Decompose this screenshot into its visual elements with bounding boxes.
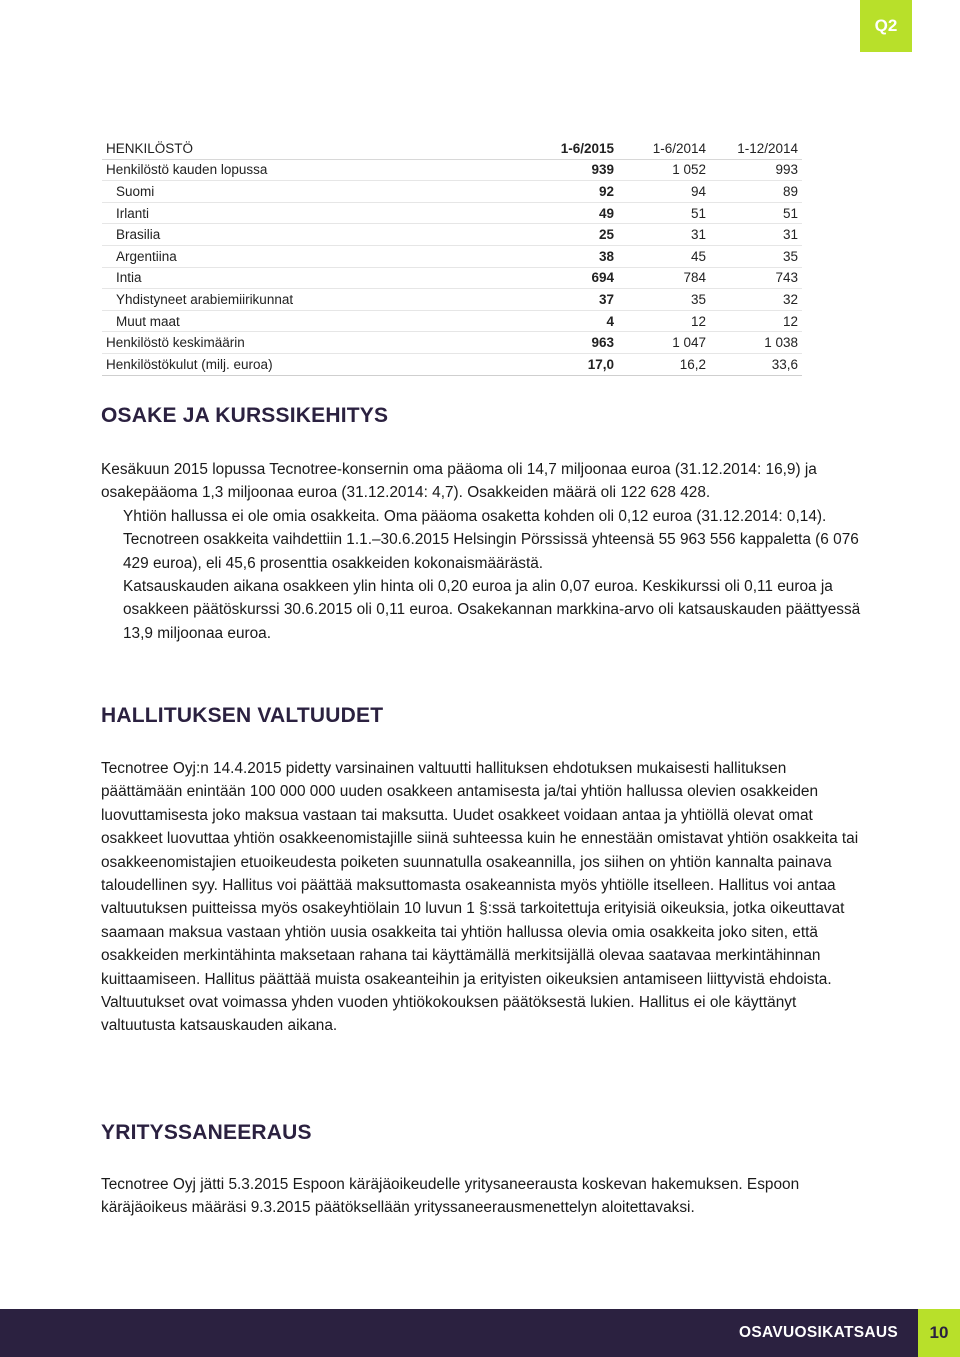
- row-value-1-6-2015: 38: [510, 245, 618, 267]
- row-value-1-6-2015: 694: [510, 267, 618, 289]
- row-label: Henkilöstökulut (milj. euroa): [102, 353, 510, 375]
- table-header-col2: 1-6/2014: [618, 138, 710, 159]
- row-value-1-6-2014: 45: [618, 245, 710, 267]
- board-section-heading: HALLITUKSEN VALTUUDET: [101, 704, 384, 727]
- row-value-1-6-2014: 31: [618, 224, 710, 246]
- footer-bar: [0, 1309, 960, 1357]
- row-value-1-12-2014: 1 038: [710, 332, 802, 354]
- row-value-1-12-2014: 51: [710, 202, 802, 224]
- table-row: [102, 332, 802, 354]
- personnel-table: [102, 138, 802, 376]
- row-value-1-12-2014: 32: [710, 289, 802, 311]
- row-value-1-12-2014: 33,6: [710, 353, 802, 375]
- table-header-col3: 1-12/2014: [710, 138, 802, 159]
- row-label: Intia: [102, 267, 510, 289]
- row-value-1-6-2015: 49: [510, 202, 618, 224]
- quarter-badge: Q2: [860, 0, 912, 52]
- table-row: [102, 224, 802, 246]
- table-header-label: HENKILÖSTÖ: [102, 138, 510, 159]
- table-row: [102, 202, 802, 224]
- table-row: [102, 353, 802, 375]
- table-row: [102, 267, 802, 289]
- row-value-1-12-2014: 89: [710, 181, 802, 203]
- row-label: Irlanti: [102, 202, 510, 224]
- row-value-1-6-2014: 1 047: [618, 332, 710, 354]
- row-value-1-6-2014: 784: [618, 267, 710, 289]
- table-header-col1: 1-6/2015: [510, 138, 618, 159]
- board-section-body: [101, 757, 861, 1038]
- share-paragraph-4: Katsauskauden aikana osakkeen ylin hinta oli 0,20 euroa ja alin 0,07 euroa. Keskikurssi oli 0,11 euroa ja osakkeen päätöskurssi 30.6.2015 oli 0,11 euroa. Osakekannan markkina-arvo oli katsauskauden päättyessä 13,9 miljoonaa euroa.: [123, 578, 861, 642]
- table-header-row: [102, 138, 802, 159]
- row-value-1-12-2014: 35: [710, 245, 802, 267]
- row-label: Brasilia: [102, 224, 510, 246]
- row-value-1-12-2014: 31: [710, 224, 802, 246]
- row-value-1-6-2014: 35: [618, 289, 710, 311]
- row-label: Henkilöstö kauden lopussa: [102, 159, 510, 181]
- row-value-1-6-2015: 25: [510, 224, 618, 246]
- row-value-1-6-2015: 4: [510, 310, 618, 332]
- share-section-body: [101, 458, 861, 645]
- share-section-heading: OSAKE JA KURSSIKEHITYS: [101, 404, 389, 427]
- board-paragraph-1: Tecnotree Oyj:n 14.4.2015 pidetty varsinainen valtuutti hallituksen ehdotuksen mukaisesti hallituksen päättämään enintään 100 000 000 uuden osakkeen antamisesta ja/tai yhtiön hallussa olevien osakkeiden luovuttamisesta joko maksua vastaan tai maksutta. Uudet osakkeet voidaan antaa ja yhtiöllä olevat omat osakkeet luovuttaa yhtiön osakkeenomistajille siinä suhteessa kuin he ennestään omistavat yhtiön osakkeita tai osakkeenomistajien etuoikeudesta poiketen suunnatulla osakeannilla, jos siihen on yhtiön kannalta painava taloudellinen syy. Hallitus voi päättää maksuttomasta osakeannista myös yhtiölle itselleen. Hallitus voi antaa valtuutuksen puitteissa myös osakeyhtiölain 10 luvun 1 §:ssä tarkoitettuja erityisiä oikeuksia, jotka oikeuttavat saamaan maksua vastaan yhtiön uusia osakkeita tai yhtiön hallussa olevia omia osakkeita joko siten, että osakkeiden merkintähinta maksetaan rahana tai käyttämällä merkitsijällä olevaa saatavaa merkintähinnan kuittaamiseen. Hallitus päättää muista osakeanteihin ja erityisten oikeuksien antamiseen liittyvistä ehdoista. Valtuutukset ovat voimassa yhden vuoden yhtiökokouksen päätöksestä lukien. Hallitus ei ole käyttänyt valtuutusta katsauskauden aikana.: [101, 760, 859, 1035]
- row-label: Suomi: [102, 181, 510, 203]
- row-value-1-6-2015: 37: [510, 289, 618, 311]
- share-paragraph-2: Yhtiön hallussa ei ole omia osakkeita. Oma pääoma osaketta kohden oli 0,12 euroa (31.12.2014: 0,14).: [123, 507, 827, 525]
- row-label: Henkilöstö keskimäärin: [102, 332, 510, 354]
- row-value-1-6-2015: 92: [510, 181, 618, 203]
- row-value-1-6-2015: 17,0: [510, 353, 618, 375]
- row-label: Argentiina: [102, 245, 510, 267]
- row-label: Yhdistyneet arabiemiirikunnat: [102, 289, 510, 311]
- page-number: 10: [918, 1309, 960, 1357]
- footer-title: OSAVUOSIKATSAUS: [739, 1324, 898, 1341]
- row-value-1-6-2014: 94: [618, 181, 710, 203]
- row-value-1-6-2014: 16,2: [618, 353, 710, 375]
- row-value-1-6-2014: 1 052: [618, 159, 710, 181]
- table-row: [102, 159, 802, 181]
- row-label: Muut maat: [102, 310, 510, 332]
- row-value-1-6-2015: 963: [510, 332, 618, 354]
- row-value-1-6-2015: 939: [510, 159, 618, 181]
- row-value-1-12-2014: 12: [710, 310, 802, 332]
- table-row: [102, 245, 802, 267]
- row-value-1-6-2014: 12: [618, 310, 710, 332]
- restructuring-section-body: [101, 1173, 861, 1220]
- table-row: [102, 289, 802, 311]
- row-value-1-12-2014: 743: [710, 267, 802, 289]
- share-paragraph-1: Kesäkuun 2015 lopussa Tecnotree-konsernin oma pääoma oli 14,7 miljoonaa euroa (31.12.2014: 16,9) ja osakepääoma 1,3 miljoonaa euroa (31.12.2014: 4,7). Osakkeiden määrä oli 122 628 428.: [101, 461, 817, 502]
- restructuring-section-heading: YRITYSSANEERAUS: [101, 1121, 312, 1144]
- table-row: [102, 181, 802, 203]
- row-value-1-12-2014: 993: [710, 159, 802, 181]
- row-value-1-6-2014: 51: [618, 202, 710, 224]
- table-row: [102, 310, 802, 332]
- share-paragraph-3: Tecnotreen osakkeita vaihdettiin 1.1.–30.6.2015 Helsingin Pörssissä yhteensä 55 963 556 kappaletta (6 076 429 euroa), eli 45,6 prosenttia osakkeiden kokonaismäärästä.: [123, 531, 859, 572]
- restructuring-paragraph-1: Tecnotree Oyj jätti 5.3.2015 Espoon käräjäoikeudelle yritysaneerausta koskevan hakemuksen. Espoon käräjäoikeus määräsi 9.3.2015 päätöksellään yrityssaneerausmenettelyn aloitettavaksi.: [101, 1176, 800, 1217]
